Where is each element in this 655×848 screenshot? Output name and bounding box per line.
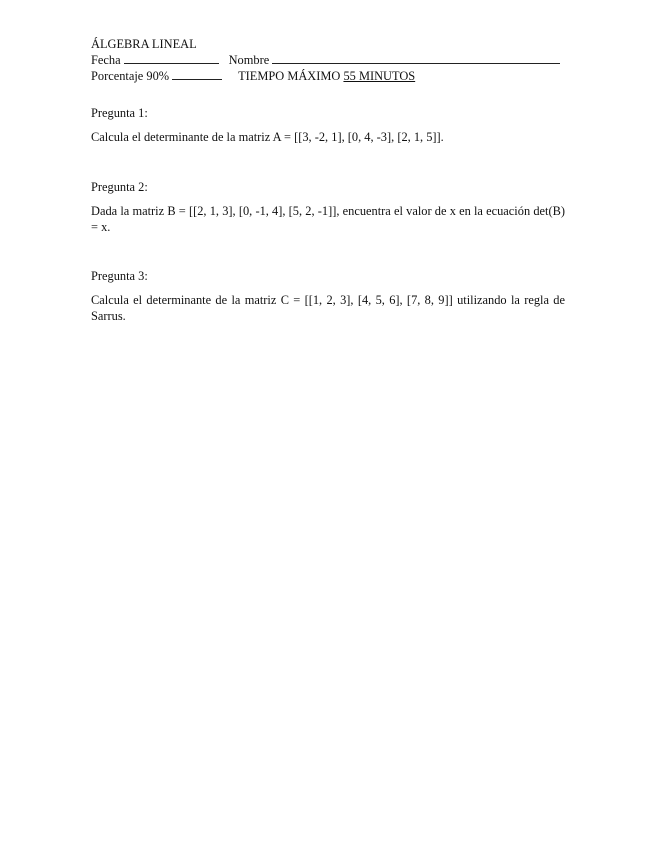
course-title: ÁLGEBRA LINEAL [91, 37, 197, 51]
question-label: Pregunta 3: [91, 269, 148, 283]
porcentaje-label: Porcentaje 90% [91, 68, 170, 83]
question-text: Calcula el determinante de la matriz A = [[3, -2, 1], [0, 4, -3], [2, 1, 5]]. [91, 130, 444, 145]
fecha-blank[interactable] [124, 52, 219, 64]
tiempo-value: 55 MINUTOS [343, 68, 416, 83]
porcentaje-blank[interactable] [172, 68, 222, 80]
question-2 [91, 180, 565, 235]
porcentaje-tiempo-line [91, 68, 565, 83]
exam-header [91, 37, 565, 83]
fecha-nombre-line [91, 52, 565, 67]
fecha-label: Fecha [91, 53, 121, 68]
nombre-label: Nombre [228, 53, 270, 68]
question-text: Dada la matriz B = [[2, 1, 3], [0, -1, 4], [5, 2, -1]], encuentra el valor de x en la ecuación det(B) = x. [91, 204, 565, 234]
nombre-blank[interactable] [272, 52, 560, 64]
question-3 [91, 269, 565, 324]
question-label: Pregunta 1: [91, 106, 148, 120]
question-1 [91, 106, 565, 146]
question-label: Pregunta 2: [91, 180, 148, 194]
question-text: Calcula el determinante de la matriz C = [[1, 2, 3], [4, 5, 6], [7, 8, 9]] utilizando la regla de Sarrus. [91, 293, 565, 323]
tiempo-label: TIEMPO MÁXIMO [238, 68, 341, 83]
